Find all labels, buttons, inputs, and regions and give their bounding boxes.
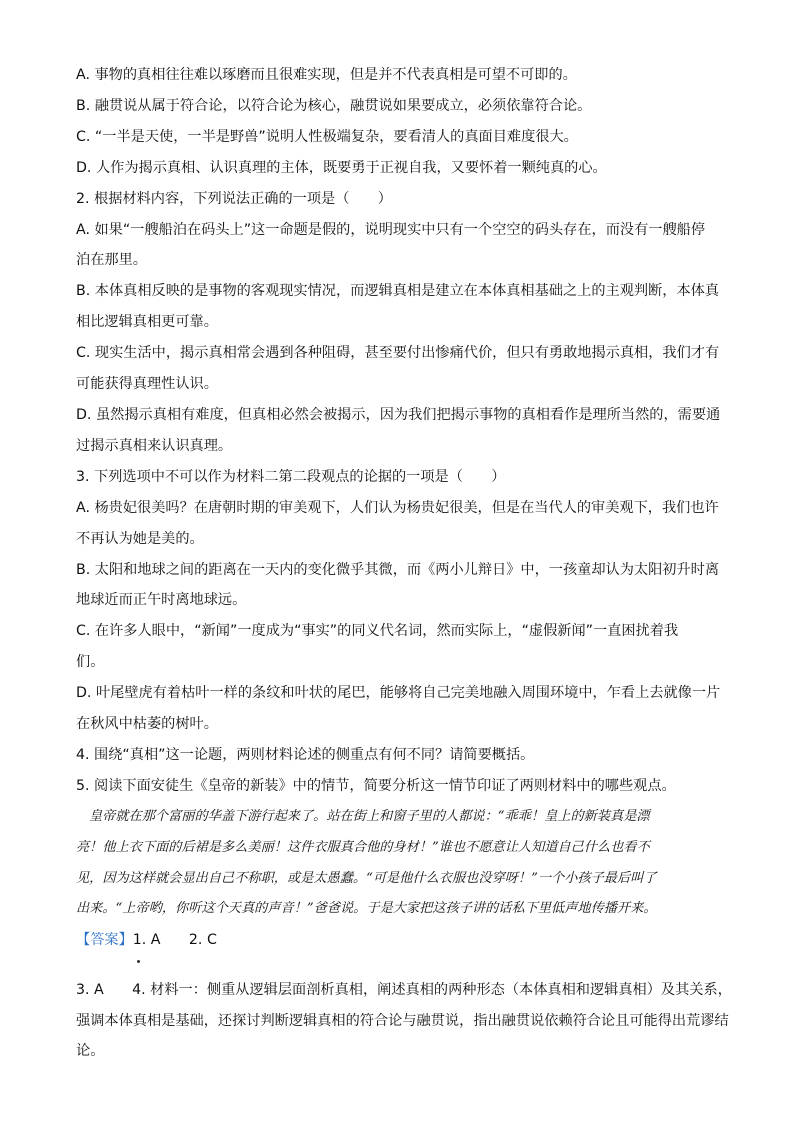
option-line: C. 在许多人眼中，“新闻”一度成为“事实”的同义代名词，然而实际上，“虚假新闻”一直困扰着我 (76, 623, 679, 640)
option-line: 不再认为她是美的。 (76, 530, 204, 547)
quote-line: 亮！他上衣下面的后裙是多么美丽！这件衣服真合他的身材！”谁也不愿意让人知道自己什么也看不 (76, 839, 650, 855)
question-stem: 2. 根据材料内容，下列说法正确的一项是（ ） (76, 190, 392, 207)
option-line: A. 杨贵妃很美吗？在唐朝时期的审美观下，人们认为杨贵妃很美，但是在当代人的审美观下，我们也许 (76, 499, 719, 516)
option-line: A. 事物的真相往往难以琢磨而且很难实现，但是并不代表真相是可望不可即的。 (76, 67, 577, 83)
quote-line: 出来。“上帝哟，你听这个天真的声音！”爸爸说。于是大家把这孩子讲的话私下里低声地传播开来。 (76, 901, 657, 917)
answer-line (76, 925, 728, 956)
option-line: B. 太阳和地球之间的距离在一天内的变化微乎其微，而《两小儿辩日》中，一孩童却认为太阳初升时离 (76, 561, 720, 578)
option-line: 在秋风中枯萎的树叶。 (76, 716, 218, 733)
quote-line: 见，因为这样就会显出自己不称职，或是太愚蠢。“可是他什么衣服也没穿呀！”一个小孩子最后叫了 (76, 870, 657, 886)
quote-line: 皇帝就在那个富丽的华盖下游行起来了。站在街上和窗子里的人都说：“乖乖！皇上的新装真是漂 (89, 808, 650, 824)
option-line: C. “一半是天使，一半是野兽”说明人性极端复杂，要看清人的真面目难度很大。 (76, 128, 578, 145)
answer-tag: 【答案】 (76, 932, 133, 949)
bullet-dot (137, 960, 140, 963)
answer-text-line: 3. A 4. 材料一：侧重从逻辑层面剖析真相，阐述真相的两种形态（本体真相和逻辑真相）及其关系， (76, 982, 732, 998)
option-line: 泊在那里。 (76, 252, 147, 269)
answer-text-line: 强调本体真相是基础，还探讨判断逻辑真相的符合论与融贯说，指出融贯说依赖符合论且可能得出荒谬结 (76, 1012, 729, 1029)
option-line: D. 人作为揭示真相、认识真理的主体，既要勇于正视自我，又要怀着一颗纯真的心。 (76, 159, 607, 176)
option-line: 相比逻辑真相更可靠。 (76, 314, 218, 331)
answer-values: 1. A 2. C (132, 932, 217, 949)
answer-text-line: 论。 (76, 1043, 105, 1059)
option-line: 地球近而正午时离地球远。 (76, 592, 247, 609)
option-line: 过揭示真相来认识真理。 (76, 437, 233, 454)
question-stem: 3. 下列选项中不可以作为材料二第二段观点的论据的一项是（ ） (76, 468, 506, 485)
question-stem: 5. 阅读下面安徒生《皇帝的新装》中的情节，简要分析这一情节印证了两则材料中的哪些观点。 (76, 777, 676, 794)
option-line: D. 叶尾壁虎有着枯叶一样的条纹和叶状的尾巴，能够将自己完美地融入周围环境中，乍看上去就像一片 (76, 685, 721, 702)
answer-explanation (76, 975, 732, 1067)
option-line: C. 现实生活中，揭示真相常会遇到各种阻碍，甚至要付出惨痛代价，但只有勇敢地揭示真相，我们才有 (76, 345, 720, 362)
question-stem: 4. 围绕“真相”这一论题，两则材料论述的侧重点有何不同？请简要概括。 (76, 746, 535, 763)
question-body (76, 60, 728, 956)
option-line: A. 如果“一艘船泊在码头上”这一命题是假的，说明现实中只有一个空空的码头存在，而没有一艘船停 (76, 221, 706, 238)
option-line: 们。 (76, 654, 105, 671)
option-line: D. 虽然揭示真相有难度，但真相必然会被揭示，因为我们把揭示事物的真相看作是理所当然的，需要通 (76, 406, 721, 423)
option-line: B. 融贯说从属于符合论，以符合论为核心，融贯说如果要成立，必须依靠符合论。 (76, 97, 592, 114)
option-line: 可能获得真理性认识。 (76, 376, 218, 393)
option-line: B. 本体真相反映的是事物的客观现实情况，而逻辑真相是建立在本体真相基础之上的主观判断，本体真 (76, 283, 720, 300)
